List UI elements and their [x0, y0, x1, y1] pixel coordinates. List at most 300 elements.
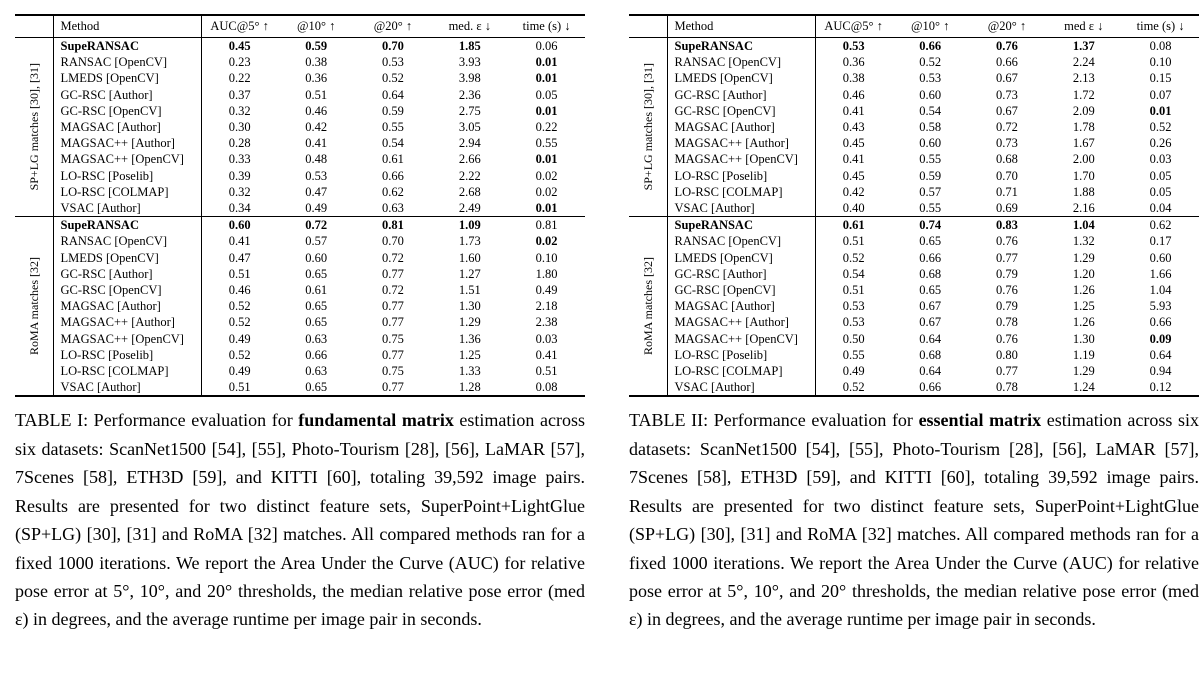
value-cell: 0.52	[842, 250, 865, 265]
value-cell: 0.32	[228, 184, 251, 199]
method-cell: LO-RSC [COLMAP]	[53, 363, 201, 379]
value-cell: 0.65	[305, 315, 328, 330]
value-cell: 0.60	[305, 250, 328, 265]
table-row	[15, 379, 585, 396]
value-cell: 0.66	[919, 39, 942, 53]
column-header: @20° ↑	[987, 19, 1027, 33]
value-cell: 0.83	[996, 218, 1018, 233]
table-row	[629, 266, 1199, 282]
method-cell: LMEDS [OpenCV]	[667, 70, 815, 86]
value-cell: 3.93	[458, 55, 481, 70]
value-cell: 0.59	[919, 168, 942, 183]
table-row	[629, 87, 1199, 103]
value-cell: 0.51	[228, 380, 251, 395]
method-cell: LO-RSC [Poselib]	[53, 347, 201, 363]
value-cell: 2.66	[458, 152, 481, 167]
method-cell: VSAC [Author]	[667, 379, 815, 396]
method-cell: SupeRANSAC	[667, 217, 815, 234]
value-cell: 0.81	[535, 218, 558, 233]
value-cell: 0.60	[1149, 250, 1172, 265]
value-cell: 0.10	[535, 250, 558, 265]
method-cell: RANSAC [OpenCV]	[53, 54, 201, 70]
value-cell: 1.36	[458, 331, 481, 346]
method-cell: RANSAC [OpenCV]	[53, 233, 201, 249]
method-cell: VSAC [Author]	[667, 200, 815, 217]
value-cell: 0.45	[842, 168, 865, 183]
value-cell: 0.53	[305, 168, 328, 183]
value-cell: 1.25	[1072, 299, 1095, 314]
value-cell: 0.43	[842, 120, 865, 135]
value-cell: 0.12	[1149, 380, 1172, 395]
value-cell: 0.51	[842, 283, 865, 298]
value-cell: 0.77	[382, 299, 404, 314]
method-cell: LO-RSC [COLMAP]	[667, 363, 815, 379]
value-cell: 1.66	[1149, 266, 1172, 281]
value-cell: 1.30	[1072, 331, 1095, 346]
caption-text: estimation across six datasets: ScanNet1500 [54], [55], Photo-Tourism [28], [56], LaMAR [57], 7Scenes [58], ETH3D [59], and KITTI [60], totaling 39,592 image pairs. Results are presented for two distinct feature sets, SuperPoint+LightGlue (SP+LG) [30], [31] and RoMA [32] matches. All compared methods ran for a fixed 1000 iterations. We report the Area Under the Curve (AUC) for relative pose error at 5°, 10°, and 20° thresholds, the median relative pose error (med ε) in degrees, and the average runtime per image pair in seconds.	[629, 410, 1199, 630]
value-cell: 0.47	[305, 184, 328, 199]
table-row	[15, 103, 585, 119]
value-cell: 0.73	[996, 87, 1018, 102]
value-cell: 0.52	[919, 55, 942, 70]
value-cell: 0.65	[305, 299, 328, 314]
right-column	[629, 14, 1199, 634]
value-cell: 0.28	[228, 136, 251, 151]
value-cell: 0.55	[842, 347, 865, 362]
table-row	[15, 87, 585, 103]
value-cell: 0.50	[842, 331, 865, 346]
value-cell: 0.46	[842, 87, 865, 102]
value-cell: 0.53	[919, 71, 942, 86]
value-cell: 1.04	[1072, 218, 1095, 233]
value-cell: 0.01	[535, 152, 558, 167]
value-cell: 0.76	[996, 283, 1018, 298]
value-cell: 1.70	[1072, 168, 1095, 183]
column-header: AUC@5° ↑	[210, 19, 269, 33]
value-cell: 0.01	[535, 55, 558, 70]
value-cell: 5.93	[1149, 299, 1172, 314]
value-cell: 0.59	[305, 39, 328, 53]
value-cell: 0.67	[996, 103, 1018, 118]
value-cell: 0.65	[919, 234, 942, 249]
value-cell: 0.02	[535, 234, 558, 249]
value-cell: 0.47	[228, 250, 251, 265]
group-label-spacer	[15, 15, 53, 38]
value-cell: 0.68	[919, 266, 942, 281]
value-cell: 0.23	[228, 55, 251, 70]
method-cell: LMEDS [OpenCV]	[53, 70, 201, 86]
value-cell: 1.30	[458, 299, 481, 314]
table-row	[629, 151, 1199, 167]
method-cell: LO-RSC [COLMAP]	[53, 184, 201, 200]
method-cell: GC-RSC [OpenCV]	[53, 103, 201, 119]
table-row	[15, 266, 585, 282]
value-cell: 0.70	[382, 39, 404, 53]
value-cell: 1.32	[1072, 234, 1095, 249]
table-row	[629, 379, 1199, 396]
table-row	[629, 184, 1199, 200]
value-cell: 0.77	[996, 250, 1018, 265]
method-cell: GC-RSC [Author]	[667, 87, 815, 103]
column-header: time (s) ↓	[522, 19, 571, 33]
value-cell: 0.54	[842, 266, 865, 281]
value-cell: 0.72	[996, 120, 1018, 135]
column-header: Method	[667, 15, 815, 38]
value-cell: 1.19	[1072, 347, 1095, 362]
table-row	[15, 200, 585, 217]
table-row	[629, 331, 1199, 347]
value-cell: 0.70	[996, 168, 1018, 183]
value-cell: 0.77	[996, 364, 1018, 379]
value-cell: 0.67	[996, 71, 1018, 86]
value-cell: 0.30	[228, 120, 251, 135]
value-cell: 0.79	[996, 299, 1018, 314]
table-row	[15, 184, 585, 200]
table-group	[629, 217, 1199, 397]
method-cell: SupeRANSAC	[53, 38, 201, 55]
group-label	[629, 38, 667, 217]
column-header: @20° ↑	[373, 19, 413, 33]
method-cell: LO-RSC [Poselib]	[53, 168, 201, 184]
caption-emphasis: essential matrix	[918, 410, 1042, 431]
value-cell: 0.57	[305, 234, 328, 249]
table-essential-matrix	[629, 14, 1199, 397]
value-cell: 0.05	[1149, 184, 1172, 199]
value-cell: 0.67	[919, 299, 942, 314]
value-cell: 0.08	[535, 380, 558, 395]
table-group	[15, 38, 585, 217]
value-cell: 0.77	[382, 266, 404, 281]
table-row	[629, 54, 1199, 70]
value-cell: 0.75	[382, 364, 404, 379]
value-cell: 0.77	[382, 315, 404, 330]
table-row	[15, 38, 585, 55]
value-cell: 0.51	[228, 266, 251, 281]
method-cell: SupeRANSAC	[53, 217, 201, 234]
value-cell: 0.37	[228, 87, 251, 102]
method-cell: GC-RSC [Author]	[53, 87, 201, 103]
value-cell: 0.01	[1149, 103, 1172, 118]
value-cell: 0.72	[305, 218, 328, 233]
group-label	[15, 217, 53, 397]
table-row	[629, 347, 1199, 363]
value-cell: 0.22	[535, 120, 558, 135]
value-cell: 0.66	[919, 250, 942, 265]
value-cell: 2.24	[1072, 55, 1095, 70]
value-cell: 0.72	[382, 283, 404, 298]
value-cell: 1.20	[1072, 266, 1095, 281]
method-cell: GC-RSC [Author]	[53, 266, 201, 282]
table-row	[629, 314, 1199, 330]
value-cell: 0.79	[996, 266, 1018, 281]
method-cell: MAGSAC++ [OpenCV]	[53, 331, 201, 347]
value-cell: 1.60	[458, 250, 481, 265]
method-cell: MAGSAC [Author]	[667, 119, 815, 135]
value-cell: 0.81	[382, 218, 404, 233]
value-cell: 0.66	[1149, 315, 1172, 330]
value-cell: 0.26	[1149, 136, 1172, 151]
value-cell: 1.27	[458, 266, 481, 281]
value-cell: 0.59	[382, 103, 404, 118]
value-cell: 0.49	[228, 364, 251, 379]
value-cell: 0.54	[382, 136, 404, 151]
header-row	[15, 15, 585, 38]
value-cell: 0.72	[382, 250, 404, 265]
table-row	[15, 314, 585, 330]
table-row	[15, 233, 585, 249]
value-cell: 0.17	[1149, 234, 1172, 249]
value-cell: 0.02	[535, 184, 558, 199]
method-cell: MAGSAC++ [Author]	[53, 314, 201, 330]
value-cell: 0.66	[996, 55, 1018, 70]
table-group	[629, 38, 1199, 217]
method-cell: MAGSAC++ [OpenCV]	[667, 331, 815, 347]
value-cell: 0.55	[535, 136, 558, 151]
value-cell: 1.28	[458, 380, 481, 395]
column-header: @10° ↑	[911, 19, 950, 33]
method-cell: RANSAC [OpenCV]	[667, 54, 815, 70]
value-cell: 0.70	[382, 234, 404, 249]
value-cell: 0.66	[919, 380, 942, 395]
column-header: med. ε ↓	[448, 19, 491, 33]
value-cell: 0.03	[535, 331, 558, 346]
value-cell: 0.02	[535, 168, 558, 183]
table-1-caption	[15, 406, 585, 633]
table-row	[15, 168, 585, 184]
value-cell: 0.07	[1149, 87, 1172, 102]
value-cell: 0.52	[228, 299, 251, 314]
table-row	[15, 250, 585, 266]
value-cell: 1.51	[458, 283, 481, 298]
value-cell: 0.62	[382, 184, 404, 199]
value-cell: 0.52	[842, 380, 865, 395]
value-cell: 0.66	[382, 168, 404, 183]
value-cell: 2.75	[458, 103, 481, 118]
method-cell: MAGSAC [Author]	[667, 298, 815, 314]
value-cell: 0.75	[382, 331, 404, 346]
value-cell: 0.73	[996, 136, 1018, 151]
method-cell: MAGSAC++ [Author]	[667, 135, 815, 151]
group-label-text: RoMA matches [32]	[640, 257, 655, 356]
value-cell: 0.51	[305, 87, 328, 102]
table-row	[629, 200, 1199, 217]
method-cell: GC-RSC [OpenCV]	[667, 282, 815, 298]
table-row	[15, 347, 585, 363]
method-cell: GC-RSC [OpenCV]	[53, 282, 201, 298]
value-cell: 0.15	[1149, 71, 1172, 86]
value-cell: 0.04	[1149, 201, 1172, 216]
value-cell: 0.45	[228, 39, 251, 53]
value-cell: 0.49	[228, 331, 251, 346]
table-row	[629, 70, 1199, 86]
method-cell: MAGSAC++ [Author]	[667, 314, 815, 330]
value-cell: 0.49	[535, 283, 558, 298]
value-cell: 2.00	[1072, 152, 1095, 167]
value-cell: 2.68	[458, 184, 481, 199]
method-cell: LMEDS [OpenCV]	[53, 250, 201, 266]
table-row	[15, 54, 585, 70]
value-cell: 2.16	[1072, 201, 1095, 216]
value-cell: 0.10	[1149, 55, 1172, 70]
value-cell: 0.36	[305, 71, 328, 86]
value-cell: 0.41	[535, 347, 558, 362]
column-header: med ε ↓	[1064, 19, 1104, 33]
value-cell: 0.42	[842, 184, 865, 199]
value-cell: 0.34	[228, 201, 251, 216]
value-cell: 0.53	[842, 39, 865, 53]
value-cell: 0.68	[996, 152, 1018, 167]
method-cell: RANSAC [OpenCV]	[667, 233, 815, 249]
table-row	[15, 119, 585, 135]
caption-text: TABLE I: Performance evaluation for	[15, 410, 299, 431]
value-cell: 1.72	[1072, 87, 1095, 102]
value-cell: 0.76	[996, 234, 1018, 249]
table-row	[629, 135, 1199, 151]
value-cell: 0.64	[382, 87, 404, 102]
value-cell: 0.05	[535, 87, 558, 102]
method-cell: GC-RSC [Author]	[667, 266, 815, 282]
table-row	[629, 119, 1199, 135]
value-cell: 0.60	[228, 218, 251, 233]
value-cell: 0.55	[382, 120, 404, 135]
value-cell: 0.41	[842, 152, 865, 167]
column-header: @10° ↑	[297, 19, 336, 33]
value-cell: 0.38	[842, 71, 865, 86]
value-cell: 0.64	[919, 331, 942, 346]
value-cell: 0.52	[382, 71, 404, 86]
value-cell: 0.01	[535, 201, 558, 216]
value-cell: 0.61	[305, 283, 328, 298]
left-column	[15, 14, 585, 634]
table-row	[15, 217, 585, 234]
table-row	[15, 282, 585, 298]
value-cell: 0.49	[305, 201, 328, 216]
value-cell: 0.38	[305, 55, 328, 70]
table-group	[15, 217, 585, 397]
value-cell: 0.63	[382, 201, 404, 216]
value-cell: 0.33	[228, 152, 251, 167]
table-fundamental-matrix	[15, 14, 585, 397]
value-cell: 2.09	[1072, 103, 1095, 118]
value-cell: 0.53	[382, 55, 404, 70]
value-cell: 1.67	[1072, 136, 1095, 151]
value-cell: 2.13	[1072, 71, 1095, 86]
value-cell: 0.76	[996, 331, 1018, 346]
value-cell: 0.42	[305, 120, 328, 135]
value-cell: 0.77	[382, 380, 404, 395]
value-cell: 0.80	[996, 347, 1018, 362]
value-cell: 0.65	[305, 266, 328, 281]
value-cell: 0.63	[305, 364, 328, 379]
value-cell: 0.52	[1149, 120, 1172, 135]
group-label-text: SP+LG matches [30], [31]	[640, 63, 655, 191]
value-cell: 1.25	[458, 347, 481, 362]
value-cell: 0.36	[842, 55, 865, 70]
method-cell: MAGSAC [Author]	[53, 119, 201, 135]
value-cell: 0.22	[228, 71, 251, 86]
method-cell: VSAC [Author]	[53, 200, 201, 217]
value-cell: 0.94	[1149, 364, 1172, 379]
value-cell: 1.26	[1072, 283, 1095, 298]
value-cell: 3.98	[458, 71, 481, 86]
value-cell: 0.68	[919, 347, 942, 362]
value-cell: 1.04	[1149, 283, 1172, 298]
method-cell: MAGSAC++ [OpenCV]	[53, 151, 201, 167]
value-cell: 0.45	[842, 136, 865, 151]
value-cell: 0.51	[535, 364, 558, 379]
table-row	[15, 70, 585, 86]
value-cell: 0.78	[996, 315, 1018, 330]
value-cell: 0.03	[1149, 152, 1172, 167]
method-cell: VSAC [Author]	[53, 379, 201, 396]
table-row	[15, 135, 585, 151]
table-row	[629, 250, 1199, 266]
table-row	[15, 298, 585, 314]
table-row	[629, 363, 1199, 379]
value-cell: 0.32	[228, 103, 251, 118]
value-cell: 0.71	[996, 184, 1018, 199]
table-row	[629, 38, 1199, 55]
value-cell: 0.67	[919, 315, 942, 330]
table-header	[629, 15, 1199, 38]
value-cell: 0.69	[996, 201, 1018, 216]
column-header: Method	[53, 15, 201, 38]
table-row	[15, 363, 585, 379]
value-cell: 0.76	[996, 39, 1018, 53]
group-label-text: SP+LG matches [30], [31]	[26, 63, 41, 191]
table-row	[629, 233, 1199, 249]
value-cell: 0.78	[996, 380, 1018, 395]
value-cell: 0.53	[842, 315, 865, 330]
value-cell: 0.08	[1149, 39, 1172, 53]
value-cell: 0.46	[305, 103, 328, 118]
value-cell: 0.53	[842, 299, 865, 314]
method-cell: MAGSAC++ [OpenCV]	[667, 151, 815, 167]
value-cell: 0.41	[842, 103, 865, 118]
value-cell: 0.64	[919, 364, 942, 379]
table-row	[15, 331, 585, 347]
caption-text: TABLE II: Performance evaluation for	[629, 410, 919, 431]
table-2-caption	[629, 406, 1199, 633]
value-cell: 1.88	[1072, 184, 1095, 199]
value-cell: 1.09	[458, 218, 481, 233]
value-cell: 0.01	[535, 71, 558, 86]
value-cell: 1.73	[458, 234, 481, 249]
value-cell: 0.61	[382, 152, 404, 167]
group-label	[15, 38, 53, 217]
value-cell: 0.63	[305, 331, 328, 346]
value-cell: 1.29	[1072, 364, 1095, 379]
value-cell: 0.46	[228, 283, 251, 298]
value-cell: 0.52	[228, 315, 251, 330]
value-cell: 1.26	[1072, 315, 1095, 330]
group-label-spacer	[629, 15, 667, 38]
value-cell: 0.77	[382, 347, 404, 362]
column-header: time (s) ↓	[1136, 19, 1185, 33]
value-cell: 0.57	[919, 184, 942, 199]
value-cell: 0.41	[228, 234, 251, 249]
group-label	[629, 217, 667, 397]
method-cell: LO-RSC [COLMAP]	[667, 184, 815, 200]
method-cell: MAGSAC++ [Author]	[53, 135, 201, 151]
value-cell: 0.55	[919, 152, 942, 167]
value-cell: 0.48	[305, 152, 328, 167]
table-row	[629, 103, 1199, 119]
method-cell: SupeRANSAC	[667, 38, 815, 55]
value-cell: 1.24	[1072, 380, 1095, 395]
method-cell: LO-RSC [Poselib]	[667, 347, 815, 363]
value-cell: 0.39	[228, 168, 251, 183]
